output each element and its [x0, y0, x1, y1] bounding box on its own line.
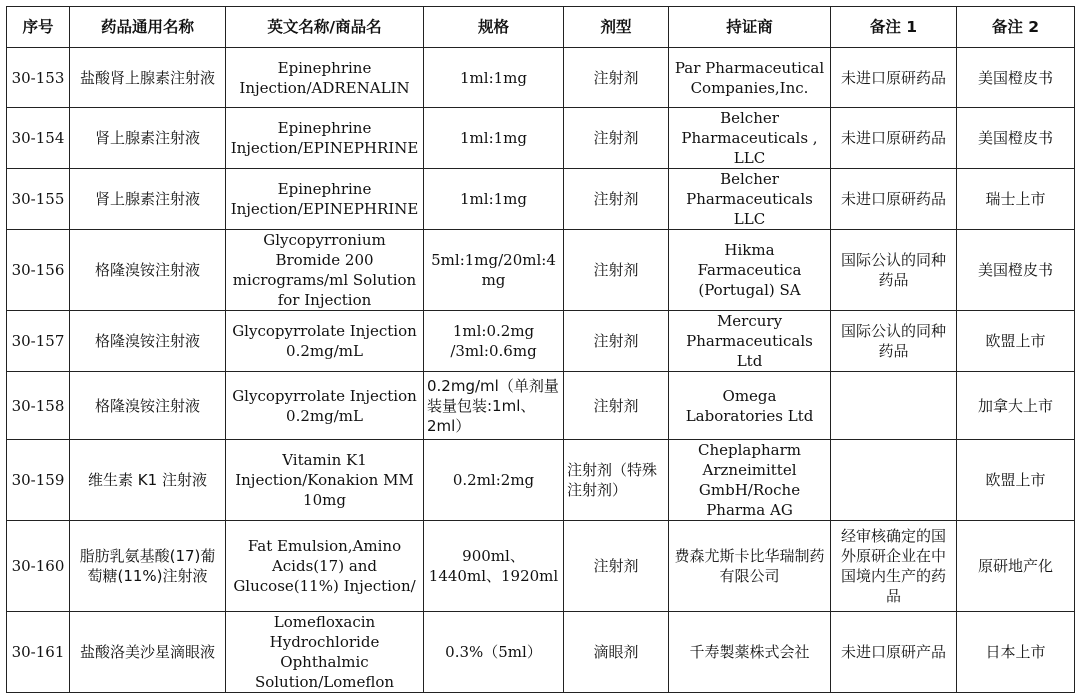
cell-holder: Belcher Pharmaceuticals LLC — [669, 169, 831, 230]
cell-name-cn: 盐酸洛美沙星滴眼液 — [70, 612, 226, 693]
cell-note1 — [831, 440, 957, 521]
col-header-spec: 规格 — [424, 7, 564, 48]
cell-note1: 未进口原研药品 — [831, 48, 957, 108]
cell-note1: 未进口原研药品 — [831, 108, 957, 169]
cell-name-cn: 格隆溴铵注射液 — [70, 372, 226, 440]
cell-note1: 经审核确定的国外原研企业在中国境内生产的药品 — [831, 521, 957, 612]
cell-holder: Cheplapharm Arzneimittel GmbH/Roche Pharma AG — [669, 440, 831, 521]
cell-note2: 瑞士上市 — [957, 169, 1075, 230]
drug-list-table — [6, 6, 1075, 693]
cell-name-cn: 盐酸肾上腺素注射液 — [70, 48, 226, 108]
cell-spec: 900ml、1440ml、1920ml — [424, 521, 564, 612]
cell-no: 30-159 — [7, 440, 70, 521]
cell-holder: 费森尤斯卡比华瑞制药有限公司 — [669, 521, 831, 612]
cell-note2: 美国橙皮书 — [957, 108, 1075, 169]
cell-note1: 国际公认的同种药品 — [831, 230, 957, 311]
cell-spec: 5ml:1mg/20ml:4mg — [424, 230, 564, 311]
cell-no: 30-155 — [7, 169, 70, 230]
col-header-form: 剂型 — [564, 7, 669, 48]
cell-note2: 日本上市 — [957, 612, 1075, 693]
table-row — [7, 612, 1075, 693]
cell-note2: 美国橙皮书 — [957, 230, 1075, 311]
cell-no: 30-153 — [7, 48, 70, 108]
table-row — [7, 372, 1075, 440]
cell-name-en: Glycopyrrolate Injection 0.2mg/mL — [226, 311, 424, 372]
cell-name-cn: 肾上腺素注射液 — [70, 169, 226, 230]
table-row — [7, 230, 1075, 311]
cell-form: 注射剂 — [564, 169, 669, 230]
col-header-no: 序号 — [7, 7, 70, 48]
header-row — [7, 7, 1075, 48]
cell-holder: Par Pharmaceutical Companies,Inc. — [669, 48, 831, 108]
cell-no: 30-161 — [7, 612, 70, 693]
cell-name-en: Epinephrine Injection/EPINEPHRINE — [226, 169, 424, 230]
cell-name-en: Epinephrine Injection/ADRENALIN — [226, 48, 424, 108]
cell-note2: 原研地产化 — [957, 521, 1075, 612]
table-row — [7, 169, 1075, 230]
cell-spec: 1ml:0.2mg /3ml:0.6mg — [424, 311, 564, 372]
cell-form: 注射剂 — [564, 311, 669, 372]
col-header-holder: 持证商 — [669, 7, 831, 48]
cell-note1: 未进口原研药品 — [831, 169, 957, 230]
cell-form: 注射剂 — [564, 108, 669, 169]
cell-no: 30-157 — [7, 311, 70, 372]
cell-note2: 欧盟上市 — [957, 440, 1075, 521]
cell-name-cn: 格隆溴铵注射液 — [70, 311, 226, 372]
cell-name-en: Glycopyrronium Bromide 200 micrograms/ml Solution for Injection — [226, 230, 424, 311]
cell-name-en: Fat Emulsion,Amino Acids(17) and Glucose(11%) Injection/ — [226, 521, 424, 612]
cell-holder: 千寿製薬株式会社 — [669, 612, 831, 693]
cell-spec: 0.2ml:2mg — [424, 440, 564, 521]
cell-note2: 欧盟上市 — [957, 311, 1075, 372]
cell-spec: 1ml:1mg — [424, 169, 564, 230]
cell-name-en: Vitamin K1 Injection/Konakion MM 10mg — [226, 440, 424, 521]
cell-form: 滴眼剂 — [564, 612, 669, 693]
cell-name-en: Epinephrine Injection/EPINEPHRINE — [226, 108, 424, 169]
cell-name-cn: 格隆溴铵注射液 — [70, 230, 226, 311]
table-row — [7, 108, 1075, 169]
cell-note2: 加拿大上市 — [957, 372, 1075, 440]
cell-name-cn: 维生素 K1 注射液 — [70, 440, 226, 521]
col-header-note1: 备注 1 — [831, 7, 957, 48]
table-row — [7, 311, 1075, 372]
cell-spec: 0.2mg/ml（单剂量装量包装:1ml、2ml） — [424, 372, 564, 440]
cell-spec: 1ml:1mg — [424, 108, 564, 169]
cell-form: 注射剂（特殊注射剂） — [564, 440, 669, 521]
cell-form: 注射剂 — [564, 372, 669, 440]
cell-spec: 1ml:1mg — [424, 48, 564, 108]
table-row — [7, 521, 1075, 612]
col-header-name-cn: 药品通用名称 — [70, 7, 226, 48]
cell-note1: 未进口原研产品 — [831, 612, 957, 693]
col-header-note2: 备注 2 — [957, 7, 1075, 48]
cell-holder: Belcher Pharmaceuticals , LLC — [669, 108, 831, 169]
table-row — [7, 440, 1075, 521]
cell-spec: 0.3%（5ml） — [424, 612, 564, 693]
cell-no: 30-156 — [7, 230, 70, 311]
cell-name-en: Glycopyrrolate Injection 0.2mg/mL — [226, 372, 424, 440]
cell-no: 30-160 — [7, 521, 70, 612]
cell-holder: Omega Laboratories Ltd — [669, 372, 831, 440]
cell-note1 — [831, 372, 957, 440]
cell-name-cn: 脂肪乳氨基酸(17)葡萄糖(11%)注射液 — [70, 521, 226, 612]
cell-holder: Mercury Pharmaceuticals Ltd — [669, 311, 831, 372]
cell-name-en: Lomefloxacin Hydrochloride Ophthalmic Solution/Lomeflon — [226, 612, 424, 693]
cell-no: 30-158 — [7, 372, 70, 440]
cell-form: 注射剂 — [564, 521, 669, 612]
cell-form: 注射剂 — [564, 230, 669, 311]
cell-form: 注射剂 — [564, 48, 669, 108]
cell-name-cn: 肾上腺素注射液 — [70, 108, 226, 169]
cell-holder: Hikma Farmaceutica (Portugal) SA — [669, 230, 831, 311]
cell-note2: 美国橙皮书 — [957, 48, 1075, 108]
cell-no: 30-154 — [7, 108, 70, 169]
col-header-name-en: 英文名称/商品名 — [226, 7, 424, 48]
table-row — [7, 48, 1075, 108]
cell-note1: 国际公认的同种药品 — [831, 311, 957, 372]
